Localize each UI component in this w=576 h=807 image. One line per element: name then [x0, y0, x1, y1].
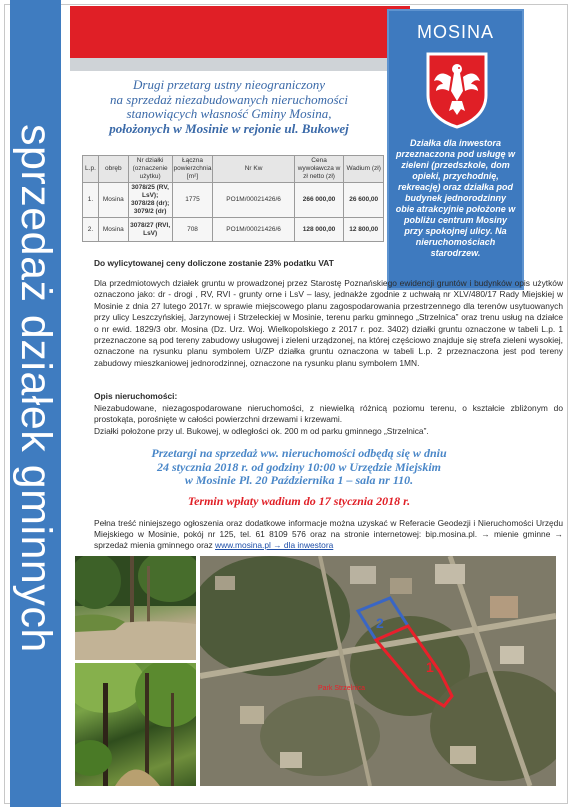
table-cell-deposit: 12 800,00: [344, 218, 384, 242]
table-cell-lp: 2.: [83, 218, 99, 242]
auction-line-1: Przetargi na sprzedaż ww. nieruchomości odbędą się w dniu: [151, 446, 447, 460]
table-cell-plot-number: 3078/25 (RV, LsV); 3078/28 (dr); 3079/2 (dr): [128, 183, 172, 218]
table-header-cell: Wadium (zł): [344, 156, 384, 183]
plots-table: [82, 155, 384, 242]
auction-line-3: w Mosinie Pl. 20 Października 1 – sala nr 110.: [184, 473, 414, 487]
table-cell-kw: PO1M/00021426/6: [213, 183, 294, 218]
forest-path-image: [75, 556, 196, 660]
table-cell-obreb: Mosina: [98, 183, 128, 218]
crest-panel: [387, 9, 524, 290]
table-row: [83, 218, 384, 242]
table-header-cell: Cena wywoławcza w zł netto (zł): [294, 156, 344, 183]
table-cell-kw: PO1M/00021426/6: [213, 218, 294, 242]
heading-line-3: stanowiących własność Gminy Mosina,: [126, 106, 332, 121]
description-paragraph: Niezabudowane, niezagospodarowane nieruchomości, z niewielką różnicą poziomu terenu, o kształcie zbliżonym do prostokąta, porośnięte w całości powierzchni drzewami i krzewami.: [94, 403, 563, 425]
mosina-eagle-crest-icon: [425, 51, 489, 129]
table-cell-price: 128 000,00: [294, 218, 344, 242]
table-header-cell: Nr Kw: [213, 156, 294, 183]
photo-forest-path: [75, 556, 196, 660]
photo-woodland: [75, 663, 196, 786]
vertical-title: sprzedaż działek gminnych: [12, 124, 60, 653]
footer-info: [94, 518, 563, 551]
description-heading: Opis nieruchomości:: [94, 391, 178, 401]
table-header-cell: L.p.: [83, 156, 99, 183]
table-header-cell: obręb: [98, 156, 128, 183]
zoning-paragraph: Dla przedmiotowych działek gruntu w prowadzonej przez Starostę Poznańskiego ewidencji gruntów i budynków opis użytków oznaczono jako: dr - drogi , RV, RVI - grunty orne i LsV – lasy, jednakże zgodnie z uchwałą nr XLV/480/17 Rady Miejskiej w Mosinie z dnia 27 lutego 2017r. w sprawie miejscowego planu zagospodarowania przestrzennego dla terenów usytuowanych przy ulicy Leszczyńskiej, Jarzynowej i Strzeleckiej w Mosinie, terenu parku gminnego „Strzelnica” oraz trenu usług na działce o nr ewid. 1829/3 obr. Mosina (Dz. Urz. Woj. Wielkopolskiego z 2017 r. poz. 3402) działki gruntu oznaczone w tabeli L.p. 1 przeznaczone są pod tereny zabudowy usługowej i zieleni urządzonej, na której częściowo znajduje się strefa zieleni wysokiej, oznaczone na rysunku planu symbolem U/ZP działka gruntu oznaczona w tabeli L.p. 2 przeznaczona jest pod tereny zabudowy mieszkaniowej jednorodzinnej, oznaczone na rysunku planu symbolem 1MN.: [94, 278, 563, 368]
table-header-row: [83, 156, 384, 183]
heading-line-4: położonych w Mosinie w rejonie ul. Bukowej: [109, 120, 349, 136]
woodland-image: [75, 663, 196, 786]
heading-line-2: na sprzedaż niezabudowanych nieruchomości: [110, 91, 348, 107]
table-header-cell: Nr działki (oznaczenie użytku): [128, 156, 172, 183]
table-cell-lp: 1.: [83, 183, 99, 218]
auction-line-2: 24 stycznia 2018 r. od godziny 10:00 w Urzędzie Miejskim: [156, 459, 441, 474]
deposit-deadline: Termin wpłaty wadium do 17 stycznia 2018 r.: [187, 494, 411, 508]
aerial-map-image: [200, 556, 556, 786]
table-cell-plot-number: 3078/27 (RVI, LsV): [128, 218, 172, 242]
crest-title: MOSINA: [416, 22, 494, 42]
location-paragraph: Działki położone przy ul. Bukowej, w odległości ok. 200 m od parku gminnego „Strzelnica”.: [94, 426, 429, 436]
header-red-bar: [70, 6, 410, 58]
crest-description: Działka dla inwestora przeznaczona pod usługę w zieleni (przedszkole, dom opieki, przychodnię, rekreację) oraz działka pod budynek jednorodzinny obie atrakcyjnie położone w pobliżu centrum Mosiny przy spokojnej ulicy. Na nieruchomościach starodrzew.: [395, 138, 516, 258]
table-cell-area: 1775: [172, 183, 213, 218]
table-cell-area: 708: [172, 218, 213, 242]
plot-2-label: 2: [376, 615, 384, 631]
table-row: [83, 183, 384, 218]
auction-info: [94, 447, 504, 488]
heading-line-1: Drugi przetarg ustny nieograniczony: [133, 77, 325, 92]
table-cell-obreb: Mosina: [98, 218, 128, 242]
vat-note: Do wylicytowanej ceny doliczone zostanie 23% podatku VAT: [94, 258, 334, 268]
table-header-cell: Łączna powierzchnia [m²]: [172, 156, 213, 183]
announcement-heading: [78, 78, 380, 136]
table-cell-price: 266 000,00: [294, 183, 344, 218]
park-label: Park Strzelnica: [318, 685, 366, 692]
header-gray-bar: [70, 58, 410, 71]
aerial-map: [200, 556, 556, 786]
investor-link[interactable]: www.mosina.pl → dla inwestora: [215, 540, 334, 550]
table-cell-deposit: 26 600,00: [344, 183, 384, 218]
plot-1-label: 1: [426, 659, 434, 675]
footer-text: Pełna treść niniejszego ogłoszenia oraz dodatkowe informacje można uzyskać w Referacie Geodezji i Nieruchomości Urzędu Miejskiego w Mosinie, pokój nr 125, tel. 61 8109 576 oraz na stronie internetowej: bip.mosina.pl. → mienie gminne → sprzedaż mienia gminnego oraz: [94, 518, 563, 550]
